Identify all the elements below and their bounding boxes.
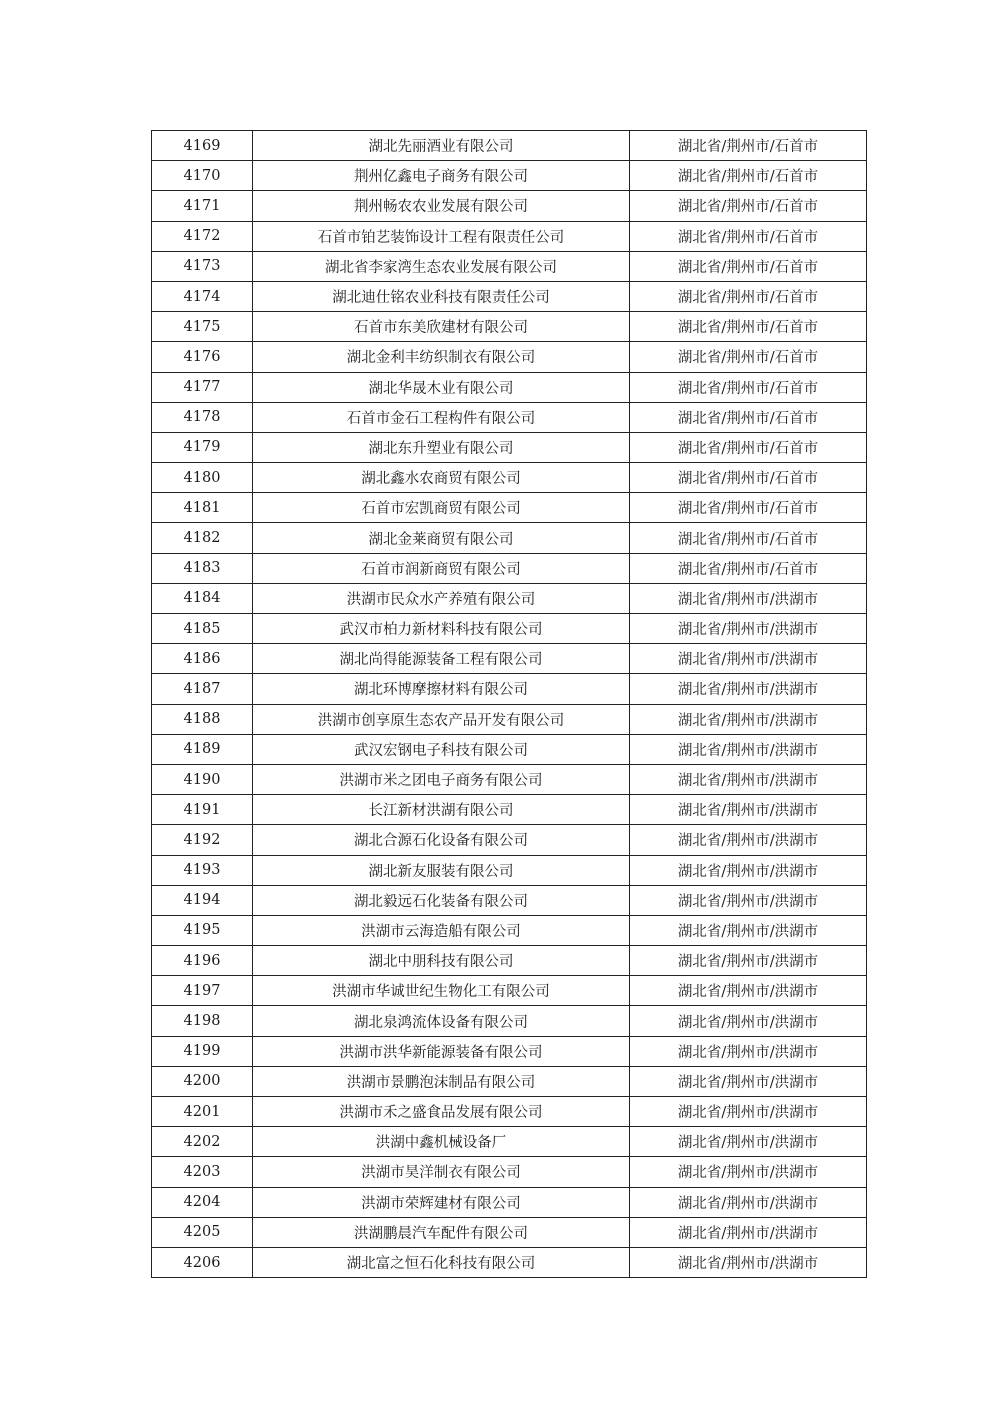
row-number-cell: 4190	[152, 764, 253, 794]
region-cell: 湖北省/荆州市/石首市	[630, 131, 867, 161]
row-number-cell: 4205	[152, 1217, 253, 1247]
row-number-cell: 4191	[152, 795, 253, 825]
company-name-cell: 洪湖市昊洋制衣有限公司	[253, 1157, 630, 1187]
region-cell: 湖北省/荆州市/石首市	[630, 402, 867, 432]
region-cell: 湖北省/荆州市/洪湖市	[630, 1247, 867, 1277]
row-number-cell: 4187	[152, 674, 253, 704]
company-list-table	[151, 130, 867, 1278]
company-name-cell: 武汉市柏力新材料科技有限公司	[253, 614, 630, 644]
region-cell: 湖北省/荆州市/洪湖市	[630, 1187, 867, 1217]
company-name-cell: 湖北迪仕铭农业科技有限责任公司	[253, 281, 630, 311]
company-name-cell: 石首市润新商贸有限公司	[253, 553, 630, 583]
table-row	[152, 1157, 867, 1187]
region-cell: 湖北省/荆州市/洪湖市	[630, 674, 867, 704]
region-cell: 湖北省/荆州市/石首市	[630, 463, 867, 493]
row-number-cell: 4185	[152, 614, 253, 644]
table-row	[152, 855, 867, 885]
table-row	[152, 764, 867, 794]
company-name-cell: 洪湖市华诚世纪生物化工有限公司	[253, 976, 630, 1006]
row-number-cell: 4186	[152, 644, 253, 674]
row-number-cell: 4169	[152, 131, 253, 161]
region-cell: 湖北省/荆州市/石首市	[630, 221, 867, 251]
row-number-cell: 4193	[152, 855, 253, 885]
company-name-cell: 湖北金利丰纺织制衣有限公司	[253, 342, 630, 372]
row-number-cell: 4206	[152, 1247, 253, 1277]
table-row	[152, 1066, 867, 1096]
table-row	[152, 221, 867, 251]
company-name-cell: 石首市金石工程构件有限公司	[253, 402, 630, 432]
table-row	[152, 1097, 867, 1127]
row-number-cell: 4196	[152, 946, 253, 976]
table-row	[152, 372, 867, 402]
table-row	[152, 915, 867, 945]
company-name-cell: 湖北金莱商贸有限公司	[253, 523, 630, 553]
table-row	[152, 432, 867, 462]
row-number-cell: 4177	[152, 372, 253, 402]
region-cell: 湖北省/荆州市/石首市	[630, 161, 867, 191]
company-name-cell: 长江新材洪湖有限公司	[253, 795, 630, 825]
row-number-cell: 4184	[152, 583, 253, 613]
region-cell: 湖北省/荆州市/洪湖市	[630, 795, 867, 825]
region-cell: 湖北省/荆州市/洪湖市	[630, 734, 867, 764]
table-row	[152, 614, 867, 644]
table-row	[152, 402, 867, 432]
row-number-cell: 4202	[152, 1127, 253, 1157]
region-cell: 湖北省/荆州市/石首市	[630, 191, 867, 221]
region-cell: 湖北省/荆州市/洪湖市	[630, 764, 867, 794]
table-row	[152, 161, 867, 191]
row-number-cell: 4175	[152, 312, 253, 342]
row-number-cell: 4174	[152, 281, 253, 311]
company-name-cell: 石首市东美欣建材有限公司	[253, 312, 630, 342]
row-number-cell: 4203	[152, 1157, 253, 1187]
table-row	[152, 1187, 867, 1217]
company-name-cell: 洪湖市创享原生态农产品开发有限公司	[253, 704, 630, 734]
row-number-cell: 4192	[152, 825, 253, 855]
region-cell: 湖北省/荆州市/洪湖市	[630, 855, 867, 885]
region-cell: 湖北省/荆州市/洪湖市	[630, 1097, 867, 1127]
table-row	[152, 1036, 867, 1066]
table-row	[152, 976, 867, 1006]
company-name-cell: 洪湖市云海造船有限公司	[253, 915, 630, 945]
region-cell: 湖北省/荆州市/石首市	[630, 372, 867, 402]
company-name-cell: 湖北华晟木业有限公司	[253, 372, 630, 402]
table-row	[152, 583, 867, 613]
table-row	[152, 281, 867, 311]
table-row	[152, 1127, 867, 1157]
region-cell: 湖北省/荆州市/石首市	[630, 281, 867, 311]
region-cell: 湖北省/荆州市/洪湖市	[630, 885, 867, 915]
region-cell: 湖北省/荆州市/洪湖市	[630, 1006, 867, 1036]
region-cell: 湖北省/荆州市/洪湖市	[630, 946, 867, 976]
company-list-body	[152, 131, 867, 1278]
table-row	[152, 946, 867, 976]
table-row	[152, 825, 867, 855]
row-number-cell: 4183	[152, 553, 253, 583]
row-number-cell: 4178	[152, 402, 253, 432]
company-name-cell: 洪湖鹏晨汽车配件有限公司	[253, 1217, 630, 1247]
region-cell: 湖北省/荆州市/洪湖市	[630, 1066, 867, 1096]
company-name-cell: 湖北合源石化设备有限公司	[253, 825, 630, 855]
table-row	[152, 885, 867, 915]
region-cell: 湖北省/荆州市/洪湖市	[630, 825, 867, 855]
company-name-cell: 湖北环博摩擦材料有限公司	[253, 674, 630, 704]
table-row	[152, 523, 867, 553]
row-number-cell: 4201	[152, 1097, 253, 1127]
row-number-cell: 4182	[152, 523, 253, 553]
region-cell: 湖北省/荆州市/洪湖市	[630, 1217, 867, 1247]
table-row	[152, 795, 867, 825]
company-name-cell: 湖北富之恒石化科技有限公司	[253, 1247, 630, 1277]
company-name-cell: 洪湖中鑫机械设备厂	[253, 1127, 630, 1157]
company-name-cell: 洪湖市米之团电子商务有限公司	[253, 764, 630, 794]
company-name-cell: 湖北东升塑业有限公司	[253, 432, 630, 462]
row-number-cell: 4170	[152, 161, 253, 191]
row-number-cell: 4171	[152, 191, 253, 221]
company-name-cell: 洪湖市民众水产养殖有限公司	[253, 583, 630, 613]
table-row	[152, 734, 867, 764]
region-cell: 湖北省/荆州市/洪湖市	[630, 915, 867, 945]
row-number-cell: 4197	[152, 976, 253, 1006]
table-row	[152, 1247, 867, 1277]
region-cell: 湖北省/荆州市/石首市	[630, 523, 867, 553]
row-number-cell: 4173	[152, 251, 253, 281]
table-row	[152, 1006, 867, 1036]
company-name-cell: 石首市铂艺装饰设计工程有限责任公司	[253, 221, 630, 251]
table-row	[152, 463, 867, 493]
row-number-cell: 4180	[152, 463, 253, 493]
table-row	[152, 312, 867, 342]
company-name-cell: 荆州亿鑫电子商务有限公司	[253, 161, 630, 191]
table-row	[152, 553, 867, 583]
company-name-cell: 湖北鑫水农商贸有限公司	[253, 463, 630, 493]
table-row	[152, 1217, 867, 1247]
region-cell: 湖北省/荆州市/洪湖市	[630, 976, 867, 1006]
company-name-cell: 洪湖市禾之盛食品发展有限公司	[253, 1097, 630, 1127]
row-number-cell: 4179	[152, 432, 253, 462]
company-name-cell: 洪湖市荣辉建材有限公司	[253, 1187, 630, 1217]
company-name-cell: 洪湖市洪华新能源装备有限公司	[253, 1036, 630, 1066]
row-number-cell: 4188	[152, 704, 253, 734]
table-row	[152, 704, 867, 734]
company-name-cell: 湖北新友服装有限公司	[253, 855, 630, 885]
row-number-cell: 4189	[152, 734, 253, 764]
region-cell: 湖北省/荆州市/洪湖市	[630, 1127, 867, 1157]
region-cell: 湖北省/荆州市/洪湖市	[630, 1036, 867, 1066]
region-cell: 湖北省/荆州市/洪湖市	[630, 1157, 867, 1187]
company-name-cell: 湖北中朋科技有限公司	[253, 946, 630, 976]
row-number-cell: 4204	[152, 1187, 253, 1217]
table-row	[152, 191, 867, 221]
company-name-cell: 湖北先丽酒业有限公司	[253, 131, 630, 161]
table-row	[152, 493, 867, 523]
region-cell: 湖北省/荆州市/洪湖市	[630, 614, 867, 644]
company-name-cell: 湖北泉鸿流体设备有限公司	[253, 1006, 630, 1036]
row-number-cell: 4200	[152, 1066, 253, 1096]
region-cell: 湖北省/荆州市/石首市	[630, 251, 867, 281]
row-number-cell: 4194	[152, 885, 253, 915]
row-number-cell: 4176	[152, 342, 253, 372]
row-number-cell: 4172	[152, 221, 253, 251]
company-name-cell: 湖北省李家湾生态农业发展有限公司	[253, 251, 630, 281]
table-row	[152, 674, 867, 704]
region-cell: 湖北省/荆州市/洪湖市	[630, 583, 867, 613]
row-number-cell: 4195	[152, 915, 253, 945]
region-cell: 湖北省/荆州市/石首市	[630, 553, 867, 583]
company-name-cell: 荆州畅农农业发展有限公司	[253, 191, 630, 221]
region-cell: 湖北省/荆州市/石首市	[630, 312, 867, 342]
table-row	[152, 342, 867, 372]
region-cell: 湖北省/荆州市/洪湖市	[630, 704, 867, 734]
company-name-cell: 湖北尚得能源装备工程有限公司	[253, 644, 630, 674]
table-row	[152, 251, 867, 281]
company-name-cell: 石首市宏凯商贸有限公司	[253, 493, 630, 523]
region-cell: 湖北省/荆州市/石首市	[630, 493, 867, 523]
row-number-cell: 4181	[152, 493, 253, 523]
company-name-cell: 湖北毅远石化装备有限公司	[253, 885, 630, 915]
table-row	[152, 131, 867, 161]
company-name-cell: 洪湖市景鹏泡沫制品有限公司	[253, 1066, 630, 1096]
table-row	[152, 644, 867, 674]
row-number-cell: 4199	[152, 1036, 253, 1066]
region-cell: 湖北省/荆州市/石首市	[630, 432, 867, 462]
region-cell: 湖北省/荆州市/石首市	[630, 342, 867, 372]
region-cell: 湖北省/荆州市/洪湖市	[630, 644, 867, 674]
company-name-cell: 武汉宏钢电子科技有限公司	[253, 734, 630, 764]
row-number-cell: 4198	[152, 1006, 253, 1036]
